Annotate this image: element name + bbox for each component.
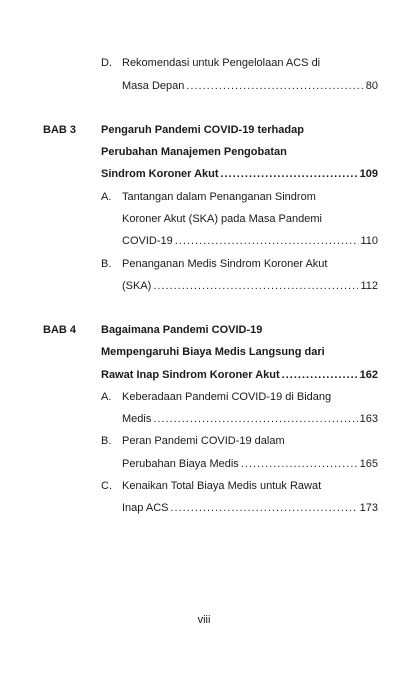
- toc-item-title: Tantangan dalam Penanganan Sindrom: [122, 191, 316, 203]
- toc-entry-line[interactable]: [122, 456, 378, 472]
- toc-page-number: 163: [359, 413, 378, 425]
- toc-entry-line[interactable]: [122, 233, 378, 249]
- dot-leader: [175, 233, 359, 249]
- toc-item-letter: B.: [101, 435, 112, 447]
- toc-item-letter: B.: [101, 258, 112, 270]
- toc-entry-line[interactable]: [122, 411, 378, 427]
- toc-page-number: 109: [359, 168, 378, 180]
- chapter-title: Perubahan Manajemen Pengobatan: [101, 146, 287, 158]
- toc-item-letter: D.: [101, 57, 112, 69]
- toc-page-number: 110: [360, 235, 378, 247]
- toc-page-number: 162: [359, 369, 378, 381]
- dot-leader: [241, 456, 358, 472]
- toc-item-title: Kenaikan Total Biaya Medis untuk Rawat: [122, 480, 322, 492]
- chapter-title: Bagaimana Pandemi COVID-19: [101, 324, 263, 336]
- toc-item-title: Penanganan Medis Sindrom Koroner Akut: [122, 258, 328, 270]
- page-number: viii: [197, 614, 211, 626]
- toc-entry-line[interactable]: [101, 166, 378, 182]
- toc-item-title: Inap ACS: [122, 502, 169, 514]
- toc-entry-line[interactable]: [122, 278, 378, 294]
- toc-item-title: COVID-19: [122, 235, 173, 247]
- toc-item-title: Perubahan Biaya Medis: [122, 458, 239, 470]
- toc-entry-line[interactable]: [122, 500, 378, 516]
- toc-entry-line[interactable]: [101, 367, 378, 383]
- toc-item-letter: C.: [101, 480, 112, 492]
- toc-item-title: Peran Pandemi COVID-19 dalam: [122, 435, 285, 447]
- chapter-label: BAB 3: [43, 124, 77, 136]
- chapter-title: Pengaruh Pandemi COVID-19 terhadap: [101, 124, 304, 136]
- chapter-title: Rawat Inap Sindrom Koroner Akut: [101, 369, 280, 381]
- toc-page-number: 165: [359, 458, 378, 470]
- toc-item-title: Medis: [122, 413, 152, 425]
- toc-page-number: 112: [360, 280, 378, 292]
- toc-item-title: (SKA): [122, 280, 152, 292]
- dot-leader: [170, 500, 357, 516]
- chapter-title: Sindrom Koroner Akut: [101, 168, 219, 180]
- toc-item-title: Keberadaan Pandemi COVID-19 di Bidang: [122, 391, 332, 403]
- chapter-title: Mempengaruhi Biaya Medis Langsung dari: [101, 346, 325, 358]
- dot-leader: [153, 278, 358, 294]
- toc-item-letter: A.: [101, 191, 112, 203]
- toc-item-letter: A.: [101, 391, 112, 403]
- dot-leader: [186, 78, 363, 94]
- toc-item-title: Masa Depan: [122, 80, 185, 92]
- dot-leader: [221, 166, 358, 182]
- toc-item-title: Koroner Akut (SKA) pada Masa Pandemi: [122, 213, 322, 225]
- toc-page-number: 80: [365, 80, 378, 92]
- dot-leader: [153, 411, 357, 427]
- dot-leader: [282, 367, 358, 383]
- toc-item-title: Rekomendasi untuk Pengelolaan ACS di: [122, 57, 321, 69]
- toc-page-number: 173: [359, 502, 378, 514]
- chapter-label: BAB 4: [43, 324, 77, 336]
- toc-entry-line[interactable]: [122, 78, 378, 94]
